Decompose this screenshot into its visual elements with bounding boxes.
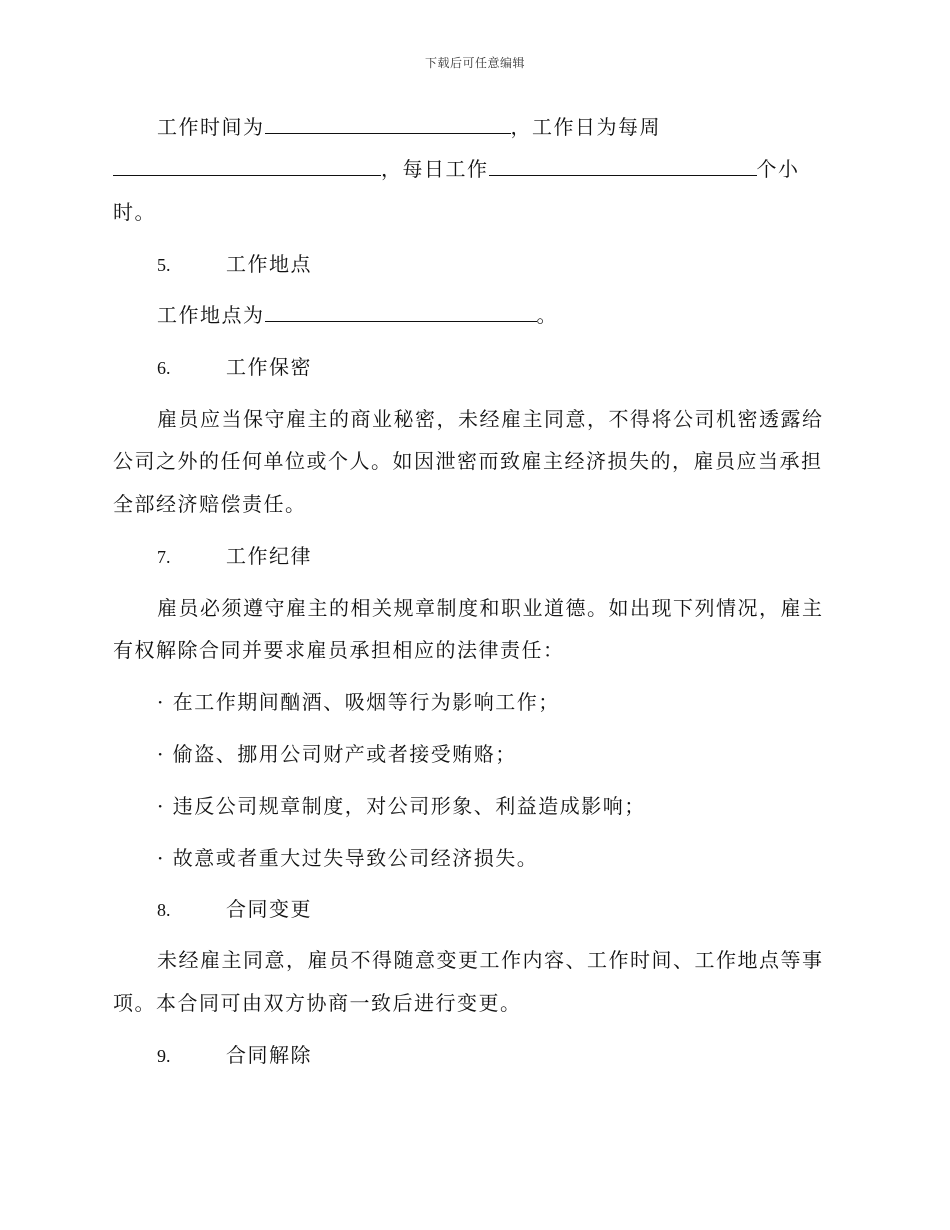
- hours-text-1: 工作时间为: [157, 115, 265, 139]
- hours-text-4: 个小: [756, 157, 800, 181]
- hours-blank-2[interactable]: [113, 155, 381, 176]
- section-6-line-3: 全部经济赔偿责任。: [113, 492, 307, 516]
- page-header-note: 下载后可任意编辑: [424, 56, 525, 70]
- section-6-title: 工作保密: [226, 355, 312, 379]
- section-5-title: 工作地点: [226, 252, 312, 276]
- section-6-line-2: 公司之外的任何单位或个人。如因泄密而致雇主经济损失的，雇员应当承担: [113, 449, 823, 473]
- hours-text-3: ，每日工作: [381, 157, 489, 181]
- hours-line-3: [113, 198, 156, 226]
- hours-blank-1[interactable]: [265, 113, 511, 134]
- section-5-number: 5.: [157, 255, 171, 275]
- section-7-line-2: 有权解除合同并要求雇员承担相应的法律责任：: [113, 638, 565, 662]
- section-9-number: 9.: [157, 1046, 171, 1066]
- section-7-bullet-3: · 违反公司规章制度，对公司形象、利益造成影响；: [157, 794, 646, 818]
- hours-text-2: ，工作日为每周: [510, 115, 661, 139]
- section-8-number: 8.: [157, 900, 171, 920]
- location-blank[interactable]: [265, 301, 537, 322]
- location-text-after: 。: [536, 303, 558, 327]
- section-7-title: 工作纪律: [226, 544, 312, 568]
- hours-blank-3[interactable]: [489, 155, 757, 176]
- hours-line-2: [113, 155, 800, 183]
- section-6-line-1: 雇员应当保守雇主的商业秘密，未经雇主同意，不得将公司机密透露给: [157, 407, 824, 431]
- section-8-title: 合同变更: [226, 897, 312, 921]
- section-6-number: 6.: [157, 358, 171, 378]
- section-7-line-1: 雇员必须遵守雇主的相关规章制度和职业道德。如出现下列情况，雇主: [157, 596, 824, 620]
- section-7-number: 7.: [157, 547, 171, 567]
- location-line: [157, 301, 558, 329]
- section-7-bullet-1: · 在工作期间酗酒、吸烟等行为影响工作；: [157, 690, 560, 714]
- hours-text-5: 时。: [113, 200, 156, 224]
- location-text-before: 工作地点为: [157, 303, 265, 327]
- hours-line-1: [157, 113, 661, 141]
- section-7-bullet-4: · 故意或者重大过失导致公司经济损失。: [157, 846, 539, 870]
- section-8-line-1: 未经雇主同意，雇员不得随意变更工作内容、工作时间、工作地点等事: [157, 948, 824, 972]
- section-8-line-2: 项。本合同可由双方协商一致后进行变更。: [113, 991, 522, 1015]
- section-9-title: 合同解除: [226, 1043, 312, 1067]
- section-7-bullet-2: · 偷盗、挪用公司财产或者接受贿赂；: [157, 742, 517, 766]
